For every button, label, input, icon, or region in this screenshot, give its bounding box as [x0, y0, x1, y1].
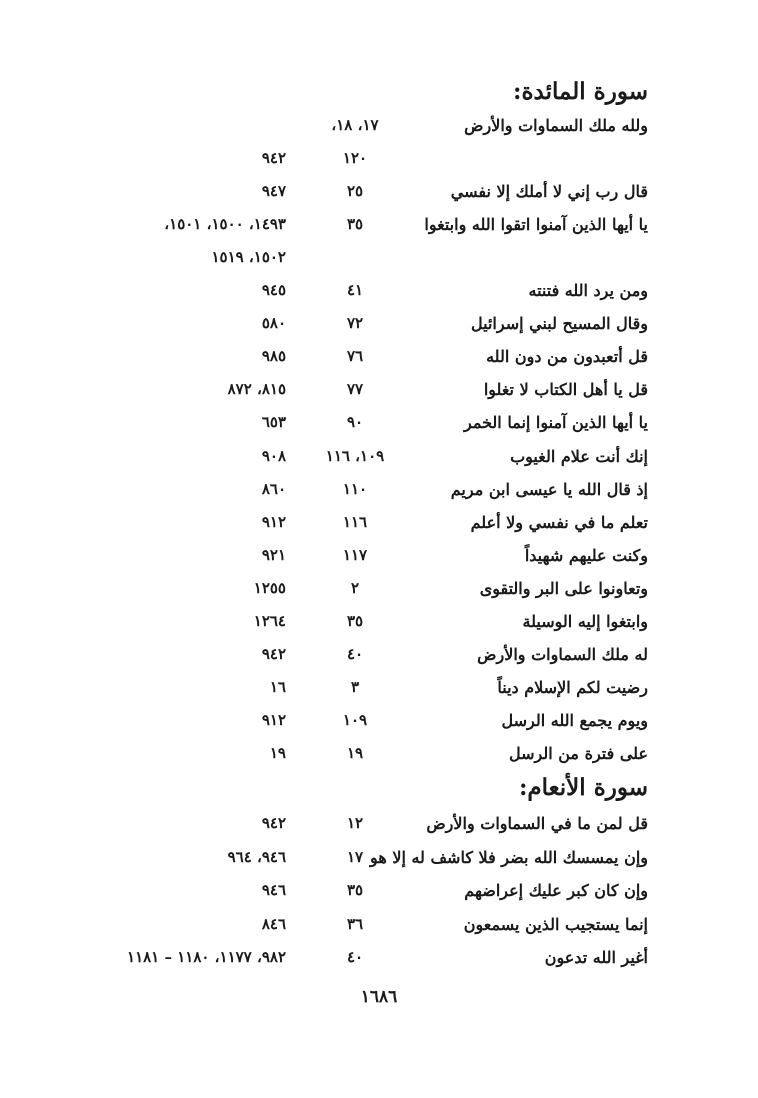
index-entry-row [0, 848, 758, 878]
ayah-number: ٢ [350, 578, 360, 597]
page-references: ٩٤٢ [261, 644, 286, 663]
ayah-number: ١٢ [346, 814, 364, 832]
verse-text: وإن كان كبر عليك إعراضهم [464, 881, 648, 900]
page-references: ١٢٦٤ [253, 611, 286, 630]
index-entry-row [0, 380, 758, 410]
page-references: ١٥٠٢، ١٥١٩ [211, 248, 286, 267]
verse-text: ويوم يجمع الله الرسل [501, 710, 648, 730]
ayah-number: ١١٦ [342, 512, 368, 531]
ayah-number: ١٠٩ [342, 710, 368, 729]
page-references: ٩٤٧ [261, 182, 286, 201]
ayah-number: ٣٥ [346, 611, 364, 630]
ayah-number: ٢٥ [346, 182, 364, 201]
ayah-number: ٣٦ [346, 914, 364, 933]
verse-text: يا أيها الذين آمنوا اتقوا الله وابتغوا [424, 215, 648, 235]
index-entry-row [0, 915, 758, 945]
verse-text: وكنت عليهم شهيداً [524, 545, 648, 565]
verse-text: ومن يرد الله فتنته [528, 281, 648, 301]
section-title-al-maidah: سورة المائدة: [512, 78, 648, 105]
verse-text: إذ قال الله يا عيسى ابن مريم [450, 479, 648, 499]
ayah-number: ٧٧ [346, 380, 364, 399]
page-references: ٩٤٢ [261, 814, 286, 832]
page-references: ٩٨٢، ١١٧٧، ١١٨٠ – ١١٨١ [127, 948, 286, 966]
page-references: ٩٢١ [261, 545, 286, 564]
index-entry-row [0, 948, 758, 978]
page-references: ١٩ [269, 743, 286, 762]
index-entry-row [0, 645, 758, 675]
verse-text: قل أتعبدون من دون الله [486, 347, 648, 367]
verse-text: له ملك السماوات والأرض [477, 644, 648, 664]
ayah-number: ٣٥ [346, 215, 364, 234]
verse-text: إنك أنت علام الغيوب [510, 446, 648, 466]
index-entry-row [0, 711, 758, 741]
index-entry-row [0, 814, 758, 844]
verse-text: وتعاونوا على البر والتقوى [479, 578, 648, 598]
index-entry-row [0, 579, 758, 609]
verse-text: ولله ملك السماوات والأرض [464, 116, 648, 135]
index-entry-row [0, 513, 758, 543]
index-entry-row [0, 546, 758, 576]
ayah-number: ١٧، ١٨، [331, 116, 379, 134]
ayah-number: ١١٧ [342, 545, 368, 564]
index-entry-row [0, 612, 758, 642]
page-references: ١٦ [269, 677, 286, 696]
page-references: ٩١٢ [261, 512, 286, 531]
verse-text: يا أيها الذين آمنوا إنما الخمر [464, 413, 648, 433]
verse-text: وإن يمسسك الله بضر فلا كاشف له إلا هو [370, 847, 648, 867]
verse-text: قل لمن ما في السماوات والأرض [426, 814, 648, 833]
verse-text: على فترة من الرسل [509, 743, 648, 763]
verse-text: رضيت لكم الإسلام ديناً [497, 677, 648, 697]
ayah-number: ٣٥ [346, 881, 364, 899]
index-entry-row [0, 881, 758, 911]
verse-text: أغير الله تدعون [544, 948, 648, 967]
ayah-number: ٩٠ [346, 413, 364, 432]
page-references: ٩٤٢ [261, 149, 286, 168]
page-references: ٩٤٦، ٩٦٤ [227, 847, 286, 866]
ayah-number: ٤٠ [346, 948, 364, 966]
index-entry-row [0, 447, 758, 477]
page-references: ٩٠٨ [261, 446, 286, 465]
verse-text: وقال المسيح لبني إسرائيل [471, 314, 648, 334]
page-number: ١٦٨٦ [360, 987, 398, 1007]
index-entry-row [0, 116, 758, 146]
ayah-number: ١٠٩، ١١٦ [325, 446, 385, 465]
index-entry-row [0, 678, 758, 708]
index-entry-row [0, 248, 758, 278]
index-entry-row [0, 314, 758, 344]
page-references: ٦٥٣ [261, 413, 286, 432]
page-references: ٩٤٥ [261, 281, 286, 300]
verse-text: إنما يستجيب الذين يسمعون [463, 914, 648, 934]
index-entry-row [0, 480, 758, 510]
verse-text: قال رب إني لا أملك إلا نفسي [450, 182, 648, 202]
ayah-number: ١١٠ [342, 479, 368, 498]
ayah-number: ٤٠ [346, 644, 364, 663]
page-references: ٨٤٦ [261, 914, 286, 933]
page-references: ٥٨٠ [261, 314, 286, 333]
page-references: ١٢٥٥ [253, 578, 286, 597]
page-references: ٨٦٠ [261, 479, 286, 498]
page-references: ٩٨٥ [261, 347, 286, 366]
index-entry-row [0, 413, 758, 443]
ayah-number: ٤١ [346, 281, 364, 300]
ayah-number: ٧٢ [346, 314, 364, 333]
page-references: ٩٤٦ [261, 881, 286, 899]
verse-text: قل يا أهل الكتاب لا تغلوا [483, 380, 648, 400]
ayah-number: ٣ [350, 677, 360, 696]
ayah-number: ٧٦ [346, 347, 364, 366]
verse-text: وابتغوا إليه الوسيلة [522, 611, 648, 631]
page-references: ٩١٢ [261, 710, 286, 729]
index-entry-row [0, 744, 758, 774]
page-references: ٨١٥، ٨٧٢ [227, 380, 286, 399]
verse-text: تعلم ما في نفسي ولا أعلم [470, 512, 648, 532]
ayah-number: ١٧ [346, 847, 364, 866]
index-entry-row [0, 215, 758, 245]
index-entry-row [0, 182, 758, 212]
page-references: ١٤٩٣، ١٥٠٠، ١٥٠١، [164, 215, 286, 234]
index-entry-row [0, 149, 758, 179]
index-entry-row [0, 281, 758, 311]
section-title-al-anam: سورة الأنعام: [518, 774, 648, 801]
ayah-number: ١٩ [346, 743, 364, 762]
index-entry-row [0, 347, 758, 377]
ayah-number: ١٢٠ [342, 149, 368, 168]
